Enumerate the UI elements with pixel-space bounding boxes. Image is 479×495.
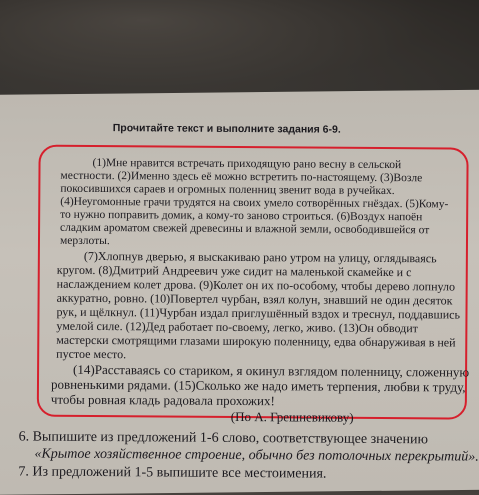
- text-line: рук, и щёлкнул. (11)Чурбан издал приглушённый вздох и треснул, поддавшись: [56, 304, 460, 322]
- text-line: (4)Неугомонные грачи трудятся на своих умело сотворённых гнёздах. (5)Кому-: [60, 195, 449, 211]
- task-heading: Прочитайте текст и выполните задания 6-9.: [112, 122, 341, 136]
- author-credit: (По А. Грешневикову): [230, 408, 354, 425]
- text-line: ровненькими рядами. (15)Сколько же надо иметь терпения, любви к труду,: [50, 376, 466, 395]
- text-line: наслаждением колет дрова. (9)Колет он их по-особому, чтобы дерево лопнуло: [56, 276, 456, 294]
- text-line: умелой силе. (12)Дед работает по-своему, легко, живо. (13)Он обводит: [56, 318, 418, 336]
- task-6-line-1: 6. Выпишите из предложений 1-6 слово, соответствующее значению: [18, 429, 429, 448]
- text-line: пустое место.: [56, 346, 127, 362]
- task-6-line-2: «Крытое хозяйственное строение, обычно без потолочных перекрытий».: [34, 446, 479, 465]
- text-line: (1)Мне нравится встречать приходящую рано весну в сельской: [92, 156, 402, 172]
- text-line: то нужно поправить домик, а кому-то заново строиться. (6)Воздух напоён: [60, 208, 423, 224]
- text-line: местности. (2)Именно здесь её можно встретить по-настоящему. (3)Возле: [60, 169, 423, 185]
- text-line: кругом. (8)Дмитрий Андреевич уже сидит на маленькой скамейке и с: [56, 262, 412, 280]
- text-line: (14)Расставаясь со стариком, я окинул взглядом поленницу, сложенную: [73, 361, 470, 380]
- task-7-line: 7. Из предложений 1-5 выпишите все местоимения.: [18, 464, 327, 482]
- text-line: (7)Хлопнув дверью, я выскакиваю рано утром на улицу, оглядываясь: [83, 248, 437, 266]
- text-line: сладким ароматом свежей древесины и влажной земли, освободившейся от: [60, 221, 430, 237]
- text-line: аккуратно, ровно. (10)Повертел чурбан, взял колун, знавший не один десяток: [56, 290, 453, 308]
- text-line: покосившихся сараев и огромных поленниц звенит вода в ручейках.: [60, 182, 395, 198]
- text-line: мерзлоты.: [59, 234, 110, 248]
- text-line: чтобы ровная кладь радовала прохожих!: [50, 391, 275, 409]
- text-line: мастерски смотрящими глазами широкую поленницу, едва обнаруживая в ней: [56, 332, 456, 350]
